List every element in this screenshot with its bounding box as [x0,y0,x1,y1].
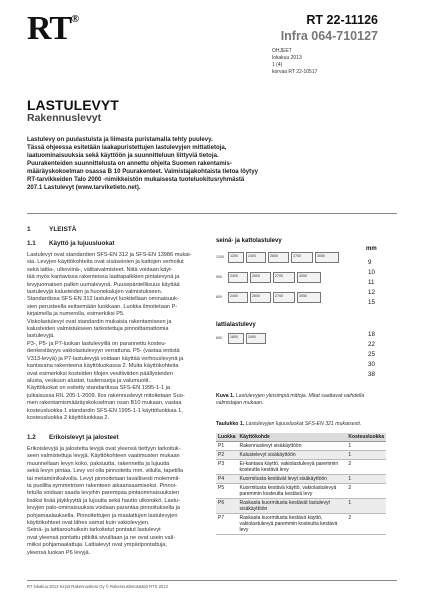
figure-caption-label: Kuva 1. [216,393,235,399]
body-text-line: ovat yleensä pontattu pitkiltä sivuiltaan ja ne ovat usein vali- [27,534,176,541]
table-cell: P2 [216,451,238,460]
subsection-title: Käyttö ja lujuusluokat [49,240,115,247]
thickness-value: 12 [368,289,375,296]
table-cell: P4 [216,475,238,484]
table-header-row [216,433,386,442]
sheet-width-label: 900 [216,275,222,279]
logo-registered-mark: ® [71,13,79,25]
thickness-value: 38 [368,371,375,378]
body-text-line: yleensä luokan P6 levyjä. [27,549,91,556]
body-text-line: kantavana rakenteena käyttöluokassa 2. Muita käyttökohteita [27,363,179,370]
figure-caption [216,393,396,407]
meta-line: lokakuu 2013 [272,55,302,61]
board-sheet [273,272,295,283]
board-sheet [268,252,289,263]
meta-line: OHJEET [272,48,292,54]
rt-logo [27,12,78,46]
body-text-line: tetulla voidaan saada levyihin parempaa pintaominaisuuksien [27,490,180,497]
table-row [216,499,386,514]
body-text-line: sien perusteella seitsemään luokkaan. Luokka ilmoitetaan P- [27,303,178,310]
abstract-line: määräyskokoelman osassa B 10 Puurakenteet. Valmistajakohtaista tietoa löytyy [27,168,258,175]
board-sheet [297,272,321,283]
body-text-line: tai melamiinikalvolla. Levyt pinnoitetaan tavallisesti molemmil- [27,475,180,482]
board-sheet [228,252,244,263]
section-1-1-text [27,252,205,422]
sheet-length: 2400 [230,294,238,298]
board-sheet [228,272,248,283]
table-cell: 2 [346,514,386,535]
body-text-line: kosteusluokka 1 standardin SFS-EN 1995-1-1 käyttöluokkaa 1, [27,407,183,414]
figure-mm-label: mm [366,246,377,252]
body-text-line: lastulevyjä. [27,333,55,340]
document-meta [272,48,317,76]
table-row [216,460,386,475]
abstract-line: Tässä ohjeessa esitetään laakapuristettujen lastulevyjen mittatietoja, [27,144,227,151]
sheet-width-label: 600 [216,295,222,299]
page-subtitle: Rakennuslevyt [27,112,102,124]
sheet-length: 2700 [275,294,283,298]
abstract-line: Lastulevy on puulastuista ja liimasta puristamalla tehty puulevy. [27,136,213,143]
table-header-cell: Luokka [218,434,236,440]
figure-wall-board-title: seinä- ja kattolastulevy [216,238,282,244]
body-text-line: denkestävyys vakiolastulevyyn verrattuna. P5- (vastaa entistä [27,348,180,355]
section-divider [27,213,397,214]
body-text-line: julkaisussa RIL 205-1-2009. Ilos rakennuslevyt mitoitetaan Suo- [27,392,185,399]
body-text-line: levyjen palo-ominaisuuksia voidaan parantaa pinnoituksella ja [27,505,180,512]
floor-thickness-list [368,330,375,380]
document-number: RT 22-11126 [306,13,378,27]
abstract [27,136,277,192]
page-title: LASTULEVYT [27,97,119,113]
body-text-line: lastulevyjä kalusteiden ja huonekalujen valmistukseen. [27,289,163,296]
sheet-length: 2400 [248,335,256,339]
body-text-line: Standardissa SFS-EN 312 lastulevyt luokitellaan ominaisuuk- [27,296,179,303]
table-cell: P5 [216,484,238,499]
body-text-line: Seinä- ja lattiarouhuiksin tarkoitetut pontatut lastulevyt [27,527,161,534]
table-cell: P1 [216,442,238,451]
footer-divider [27,580,397,581]
table-cell: 1 [346,475,386,484]
table-cell: 1 [346,499,386,514]
thickness-value: 30 [368,361,375,368]
sheet-length: 1200 [230,254,238,258]
sheet-length: 2700 [293,254,301,258]
body-text-line: lisäksi lisää jäykkyyttä ja lujuutta sekä hautto ulkonäkö. Lastu- [27,497,180,504]
table-cell: P6 [216,499,238,514]
board-sheet [250,292,271,303]
wall-thickness-list [368,258,375,308]
body-text-line: sekä lattia-, ulkoviinä-, välitaivalmisteet. Niitä voidaan käyt- [27,266,173,273]
sheet-length: 3050 [317,254,325,258]
body-text-line: ta puolilta symmetrisen rakenteen aikaansaamiseksi. Pinnoi- [27,483,177,490]
sheet-length: 2600 [252,274,260,278]
body-text-line: Lastulevyt ovat standardien SFS-EN 312 ja SFS-EN 13986 mukai- [27,252,192,258]
thickness-value: 25 [368,351,375,358]
board-sheet [297,292,321,303]
table-row [216,484,386,499]
meta-line: korvaa RT 22-10517 [272,69,318,75]
body-text-line: Erikoislevyjä ja jalostetta levyjä ovat yleensä tiettyyn tarkoituk- [27,446,181,452]
sheet-length: 2600 [270,254,278,258]
table-cell: 1 [346,451,386,460]
section-number: 1 [27,226,31,233]
table-row [216,514,386,535]
body-text-line: sia. Levyjen käyttökohteita ovat sisäseinien ja kattojen verhoilut [27,259,184,266]
subsection-number: 1.1 [27,240,36,247]
infra-number: Infra 064-710127 [280,29,378,43]
board-sheet [246,333,266,344]
subsection-heading-1-1 [27,240,114,247]
body-text-line: ovat esimerkiksi kosteiden tilojen vesitiiviiden päällysteiden [27,370,173,377]
figure-floor-board-diagram [216,330,336,360]
section-heading-1 [27,226,76,233]
body-text-line: kirjaimella ja numerolla, esimerkiksi P5. [27,311,125,318]
table-cell: P3 [216,460,238,475]
abstract-line: Puurakenteiden suunnittelusta on annettu ohjeita Suomen rakentamis- [27,160,232,167]
table-header-cell: Käyttökohde [238,433,347,442]
abstract-line: 207.1 Lastulevyt (www.tarviketieto.net). [27,184,141,191]
body-text-line: käyttökohteet ovat lähes samat kuin vakiolevyjen. [27,520,150,527]
board-sheet [315,252,339,263]
table-cell: 1 [346,442,386,451]
table-row [216,451,386,460]
table-caption-text: Lastulevyjen lujuusluokat SFS-EN 321 mukaisesti. [245,421,362,427]
thickness-value: 9 [368,259,372,266]
figure-caption-line: Lastulevyjen yleisimpiä mittoja. Mitat saattavat vaihdella [235,393,365,399]
thickness-value: 10 [368,269,375,276]
body-text-line: kosteusluokka 2 käyttöluokkaa 2. [27,414,110,421]
thickness-value: 22 [368,341,375,348]
abstract-line: laatuominaisuuksia sekä käyttöön ja suunnitteluun liittyviä tietoja. [27,152,219,159]
abstract-line: RT-tarvikkeiden Talo 2000 -nimikkeistön mukaisesta tuoteluokitusryhmästä [27,176,245,183]
table-cell: Raskasta kuormitusta kestävät lastulevyt sisäkäyttöön [238,499,347,514]
table-cell: 2 [346,484,386,499]
body-text-line: pohjamaalauksella. Pinnoitettujen ja maalattujen lastulevyjen [27,512,178,519]
sheet-length: 3050 [299,294,307,298]
body-text-line: sekä levyn pintaa. Levy voi olla pinnoitettu mm. viilulla, tapetilla [27,468,184,475]
sheet-length: 3050 [299,274,307,278]
logo-text: RT [27,10,72,47]
sheet-width-label: 600 [216,336,222,340]
table-row [216,475,386,484]
body-text-line: Käyttöluokat on esitetty standardissa SFS-EN 1995-1-1 ja [27,385,171,392]
thickness-value: 18 [368,331,375,338]
table-cell: Raskasta kuormitusta kestävä käyttö, vakiolastulevyä paremmin kosteutta kestävä levy [238,514,347,535]
section-1-2-text [27,446,205,557]
body-text-line: V313-levyä) ja P7-lastulevyjä voidaan käyttää verhouslevynä ja [27,355,184,362]
body-text-line: tää myös kantavissa rakenteissa laattapalkkien pintalevynä ja [27,274,180,281]
sheet-length: 2700 [275,274,283,278]
thickness-value: 15 [368,299,375,306]
table-cell: Kuormitusta kestävä käyttö, vakiolastulevyä paremmin kosteutta kestävä levy [238,484,347,499]
table-cell: Kuormitusta kestävät levyt sisäkäyttöön [238,475,347,484]
body-text-line: seen valmistettuja levyjä. Käyttökohteen vaatimusten mukaan [27,453,180,460]
board-sheet [228,292,248,303]
sheet-length: 2600 [252,294,260,298]
meta-line: 1 (4) [272,62,283,68]
board-sheet [228,333,244,344]
body-text-line: Viskolastulevyt ovat standardin mukaisia rakentamiseen ja [27,318,172,325]
body-text-line: alusta, veskuun alustat, tuulensuoja ja valumuotit. [27,377,151,384]
body-text-line: miiksi pohjamaalattuja. Lattialevyt ovat ympäripontattuja, [27,542,167,549]
body-text-line: kalusteiden valmistukseen tarkoitettuja pinnoittamattomia [27,326,169,333]
table-cell: Ei-kantava käyttö, vakiolastulevyä paremmin kosteutta kestävä levy [238,460,347,475]
table-cell: 2 [346,460,386,475]
sheet-length: 2400 [230,274,238,278]
sheet-length: 2400 [248,254,256,258]
section-title: YLEISTÄ [49,226,77,233]
table-caption [216,421,406,428]
figure-floor-board-title: lattialastulevy [216,322,256,328]
footer-text: RT lokakuu 2013 Kirjoit Rakennustieto Oy © Rakennustietosäätiö RTS 2013 [27,584,168,589]
figure-caption-line: valmistajan mukaan. [216,399,264,406]
sheet-length: 1800 [230,335,238,339]
subsection-title: Erikoislevyt ja jalosteet [49,434,119,441]
body-text-line: P3-, P5- ja P7-luokan lastulevyillä on parannettu kosteu- [27,340,167,347]
board-sheet [273,292,295,303]
table-cell: P7 [216,514,238,535]
subsection-heading-1-2 [27,434,119,441]
sheet-width-label: 1200 [216,255,224,259]
thickness-value: 11 [368,279,375,286]
board-sheet [291,252,313,263]
body-text-line: men rakentamismääräyskokoelman osan B10 mukaan, vastaa [27,400,182,407]
board-sheet [250,272,271,283]
table-row [216,442,386,451]
body-text-line: levyjuomaisen palkin uumalevynä. Puusepäntelliisuus käyttää [27,281,180,288]
table-cell: Rakennuslevyt sisäkäyttöön [238,442,347,451]
subsection-number: 1.2 [27,434,36,441]
table [216,433,386,535]
board-sheet [246,252,266,263]
strength-class-table [216,433,386,535]
table-caption-label: Taulukko 1. [216,421,245,427]
table-header-cell: Kosteusluokka [348,434,384,440]
body-text-line: muunnellaan levyn koko, paksuutta, rakennetta ja lujuutta [27,460,170,467]
table-cell: Kalustelevyt sisäkäyttöön [238,451,347,460]
